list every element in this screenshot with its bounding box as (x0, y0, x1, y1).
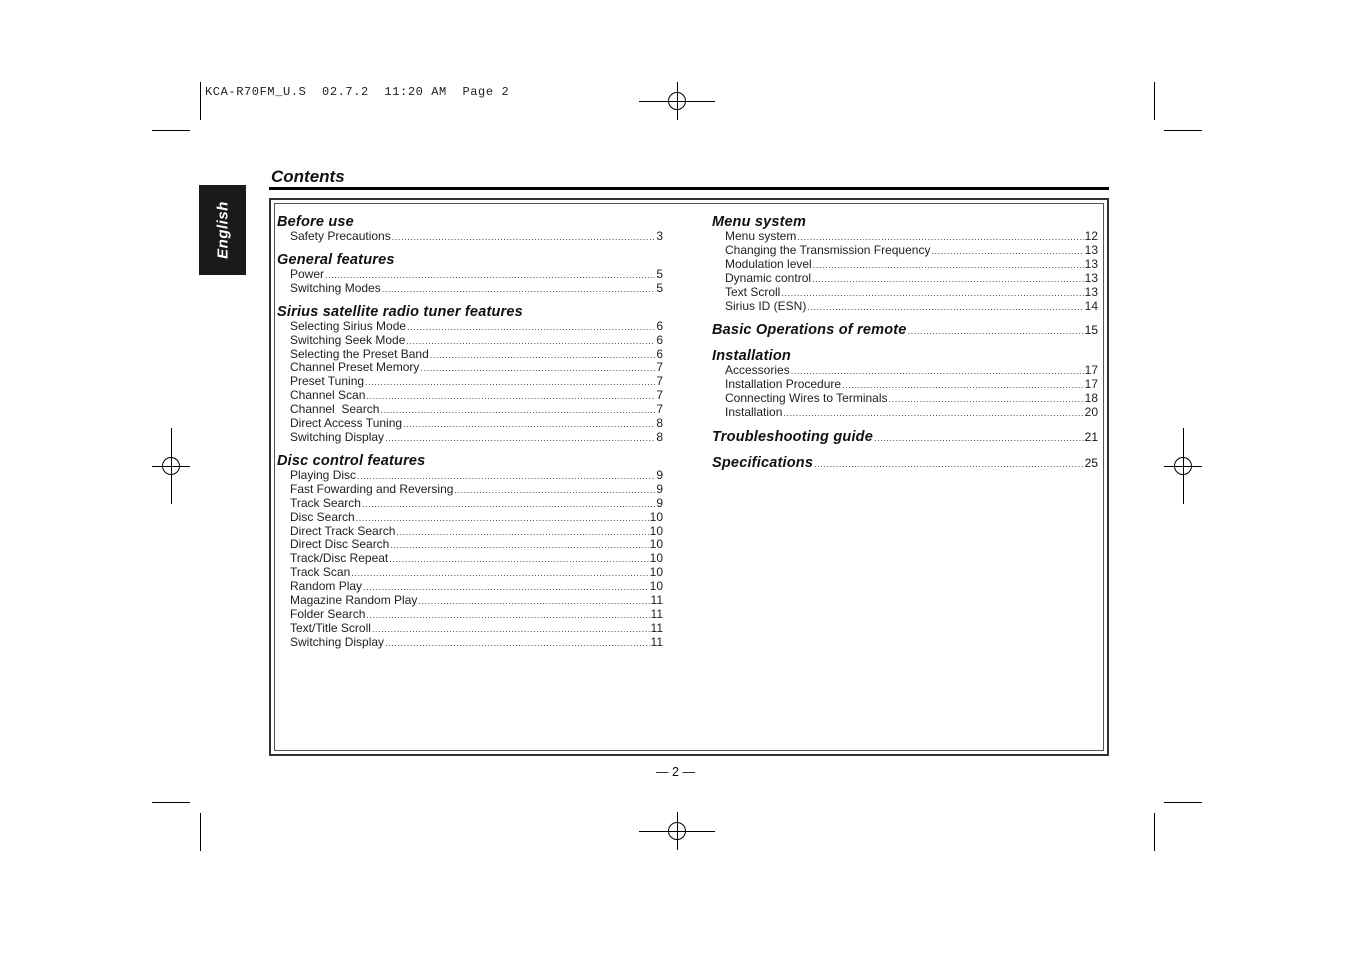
title-rule (269, 187, 1109, 190)
page-title: Contents (271, 167, 345, 186)
toc-entry[interactable] (277, 282, 663, 296)
leader-dots (366, 609, 649, 622)
entry-page: 13 (1084, 256, 1098, 271)
leader-dots (781, 287, 1083, 300)
leader-dots (406, 335, 655, 348)
entry-label: Power (290, 266, 325, 281)
entry-page: 7 (656, 360, 663, 375)
entry-label: Connecting Wires to Terminals (725, 391, 888, 406)
section-title: Basic Operations of remote (712, 322, 907, 339)
entry-page: 11 (650, 606, 663, 621)
entry-label: Channel Scan (290, 388, 366, 403)
toc-entry[interactable] (712, 286, 1098, 300)
entry-label: Folder Search (290, 606, 366, 621)
leader-dots (908, 326, 1084, 336)
entry-label: Channel Preset Memory (290, 360, 420, 375)
leader-dots (420, 362, 655, 375)
entry-label: Preset Tuning (290, 374, 365, 389)
entry-page: 7 (656, 388, 663, 403)
section-title: Disc control features (277, 452, 426, 469)
entry-page: 14 (1084, 298, 1098, 313)
toc-entry[interactable] (277, 580, 663, 594)
toc-entry[interactable] (277, 622, 663, 636)
toc-entry[interactable] (712, 378, 1098, 392)
page-number: — 2 — (656, 765, 695, 779)
language-tab (199, 185, 246, 275)
toc-entry[interactable] (277, 361, 663, 375)
toc-entry[interactable] (712, 230, 1098, 244)
entry-page: 9 (656, 495, 663, 510)
toc-section-general-features (277, 252, 663, 296)
entry-label: Random Play (290, 579, 363, 594)
section-title: Menu system (712, 214, 807, 230)
leader-dots (362, 498, 655, 511)
entry-label: Direct Disc Search (290, 537, 390, 552)
entry-label: Switching Display (290, 429, 385, 444)
leader-dots (372, 623, 650, 636)
toc-section-installation (712, 348, 1098, 420)
toc-entry[interactable] (712, 300, 1098, 314)
entry-page: 10 (649, 509, 663, 524)
leader-dots (807, 301, 1083, 314)
leader-dots (389, 553, 648, 566)
leader-dots (385, 432, 655, 445)
toc-entry[interactable] (277, 375, 663, 389)
section-title: Specifications (712, 455, 814, 472)
toc-entry[interactable] (712, 392, 1098, 406)
entry-page: 6 (656, 332, 663, 347)
toc-entry[interactable] (712, 272, 1098, 286)
entry-page: 13 (1084, 270, 1098, 285)
leader-dots (418, 595, 649, 608)
leader-dots (814, 459, 1084, 469)
leader-dots (380, 404, 655, 417)
entry-label: Selecting Sirius Mode (290, 318, 407, 333)
leader-dots (382, 283, 656, 296)
toc-entry[interactable] (277, 334, 663, 348)
entry-page: 5 (656, 280, 663, 295)
entry-label: Installation Procedure (725, 377, 842, 392)
toc-entry[interactable] (277, 511, 663, 525)
leader-dots (325, 269, 655, 282)
entry-page: 25 (1084, 456, 1098, 471)
leader-dots (357, 470, 655, 483)
leader-dots (797, 231, 1083, 244)
entry-label: Switching Modes (290, 280, 381, 295)
leader-dots (396, 526, 648, 539)
toc-entry[interactable] (277, 566, 663, 580)
entry-label: Playing Disc (290, 467, 357, 482)
toc-left-column (277, 214, 663, 658)
entry-label: Dynamic control (725, 270, 812, 285)
entry-page: 13 (1084, 242, 1098, 257)
leader-dots (351, 567, 648, 580)
entry-label: Track Scan (290, 565, 351, 580)
entry-page: 17 (1084, 377, 1098, 392)
entry-page: 9 (656, 481, 663, 496)
toc-entry[interactable] (712, 364, 1098, 378)
toc-entry[interactable] (277, 348, 663, 362)
entry-page: 5 (656, 266, 663, 281)
leader-dots (931, 245, 1083, 258)
entry-page: 8 (656, 429, 663, 444)
entry-page: 8 (656, 416, 663, 431)
entry-page: 21 (1084, 430, 1098, 445)
toc-entry[interactable] (277, 417, 663, 431)
entry-label: Installation (725, 405, 783, 420)
entry-page: 13 (1084, 284, 1098, 299)
section-title: Sirius satellite radio tuner features (277, 303, 523, 320)
section-title: Installation (712, 348, 791, 365)
toc-section-basic-remote[interactable] (712, 322, 1098, 338)
file-slug: KCA-R70FM_U.S 02.7.2 11:20 AM Page 2 (205, 85, 510, 99)
toc-entry[interactable] (277, 538, 663, 552)
leader-dots (813, 259, 1084, 272)
entry-label: Selecting the Preset Band (290, 346, 429, 361)
section-title: Before use (277, 214, 354, 230)
toc-entry[interactable] (277, 403, 663, 417)
entry-page: 7 (656, 374, 663, 389)
entry-page: 11 (650, 593, 663, 608)
entry-label: Direct Access Tuning (290, 416, 403, 431)
toc-right-column (712, 214, 1098, 481)
leader-dots (407, 321, 655, 334)
entry-page: 18 (1084, 391, 1098, 406)
entry-label: Switching Seek Mode (290, 332, 406, 347)
toc-entry[interactable] (277, 483, 663, 497)
entry-label: Changing the Transmission Frequency (725, 242, 931, 257)
toc-section-before-use (277, 214, 663, 244)
toc-section-specifications[interactable] (712, 455, 1098, 471)
toc-entry[interactable] (277, 497, 663, 511)
leader-dots (874, 433, 1084, 443)
leader-dots (889, 393, 1084, 406)
entry-label: Sirius ID (ESN) (725, 298, 807, 313)
toc-section-menu-system (712, 214, 1098, 313)
toc-entry[interactable] (277, 469, 663, 483)
entry-label: Track/Disc Repeat (290, 551, 389, 566)
entry-label: Switching Display (290, 634, 385, 649)
entry-page: 15 (1084, 323, 1098, 338)
leader-dots (812, 273, 1084, 286)
entry-label: Fast Fowarding and Reversing (290, 481, 454, 496)
entry-page: 12 (1084, 229, 1098, 243)
leader-dots (403, 418, 655, 431)
leader-dots (366, 390, 655, 403)
toc-entry[interactable] (277, 594, 663, 608)
entry-label: Track Search (290, 495, 361, 510)
leader-dots (365, 376, 655, 389)
section-title: Troubleshooting guide (712, 429, 874, 446)
leader-dots (783, 407, 1083, 420)
toc-entry[interactable] (277, 431, 663, 445)
entry-label: Magazine Random Play (290, 593, 418, 608)
toc-entry[interactable] (277, 230, 663, 244)
entry-label: Menu system (725, 229, 797, 243)
toc-entry[interactable] (277, 525, 663, 539)
leader-dots (385, 637, 649, 650)
entry-page: 10 (649, 551, 663, 566)
toc-entry[interactable] (277, 552, 663, 566)
language-tab-label: English (214, 201, 231, 259)
entry-page: 10 (649, 537, 663, 552)
entry-page: 10 (649, 579, 663, 594)
toc-entry[interactable] (712, 258, 1098, 272)
toc-section-disc-control (277, 453, 663, 650)
entry-page: 6 (656, 318, 663, 333)
entry-label: Direct Track Search (290, 523, 396, 538)
entry-page: 6 (656, 346, 663, 361)
toc-entry[interactable] (277, 608, 663, 622)
toc-entry[interactable] (277, 320, 663, 334)
entry-page: 20 (1084, 405, 1098, 420)
entry-label: Safety Precautions (290, 229, 391, 243)
entry-page: 9 (656, 467, 663, 482)
toc-entry[interactable] (712, 406, 1098, 420)
entry-page: 17 (1084, 363, 1098, 378)
entry-page: 10 (649, 565, 663, 580)
entry-label: Text/Title Scroll (290, 620, 371, 635)
entry-label: Modulation level (725, 256, 812, 271)
leader-dots (430, 349, 656, 362)
leader-dots (454, 484, 655, 497)
entry-page: 11 (650, 634, 663, 649)
entry-page: 10 (649, 523, 663, 538)
leader-dots (356, 512, 649, 525)
entry-label: Accessories (725, 363, 790, 378)
entry-label: Channel Search (290, 402, 380, 417)
entry-label: Text Scroll (725, 284, 781, 299)
toc-entry[interactable] (712, 244, 1098, 258)
toc-entry[interactable] (277, 636, 663, 650)
entry-label: Disc Search (290, 509, 355, 524)
leader-dots (390, 539, 648, 552)
toc-section-troubleshooting[interactable] (712, 429, 1098, 445)
section-title: General features (277, 251, 395, 268)
entry-page: 7 (656, 402, 663, 417)
toc-entry[interactable] (277, 389, 663, 403)
leader-dots (392, 231, 656, 244)
entry-page: 3 (656, 229, 663, 243)
entry-page: 11 (650, 620, 663, 635)
toc-entry[interactable] (277, 268, 663, 282)
toc-section-sirius-tuner (277, 304, 663, 445)
